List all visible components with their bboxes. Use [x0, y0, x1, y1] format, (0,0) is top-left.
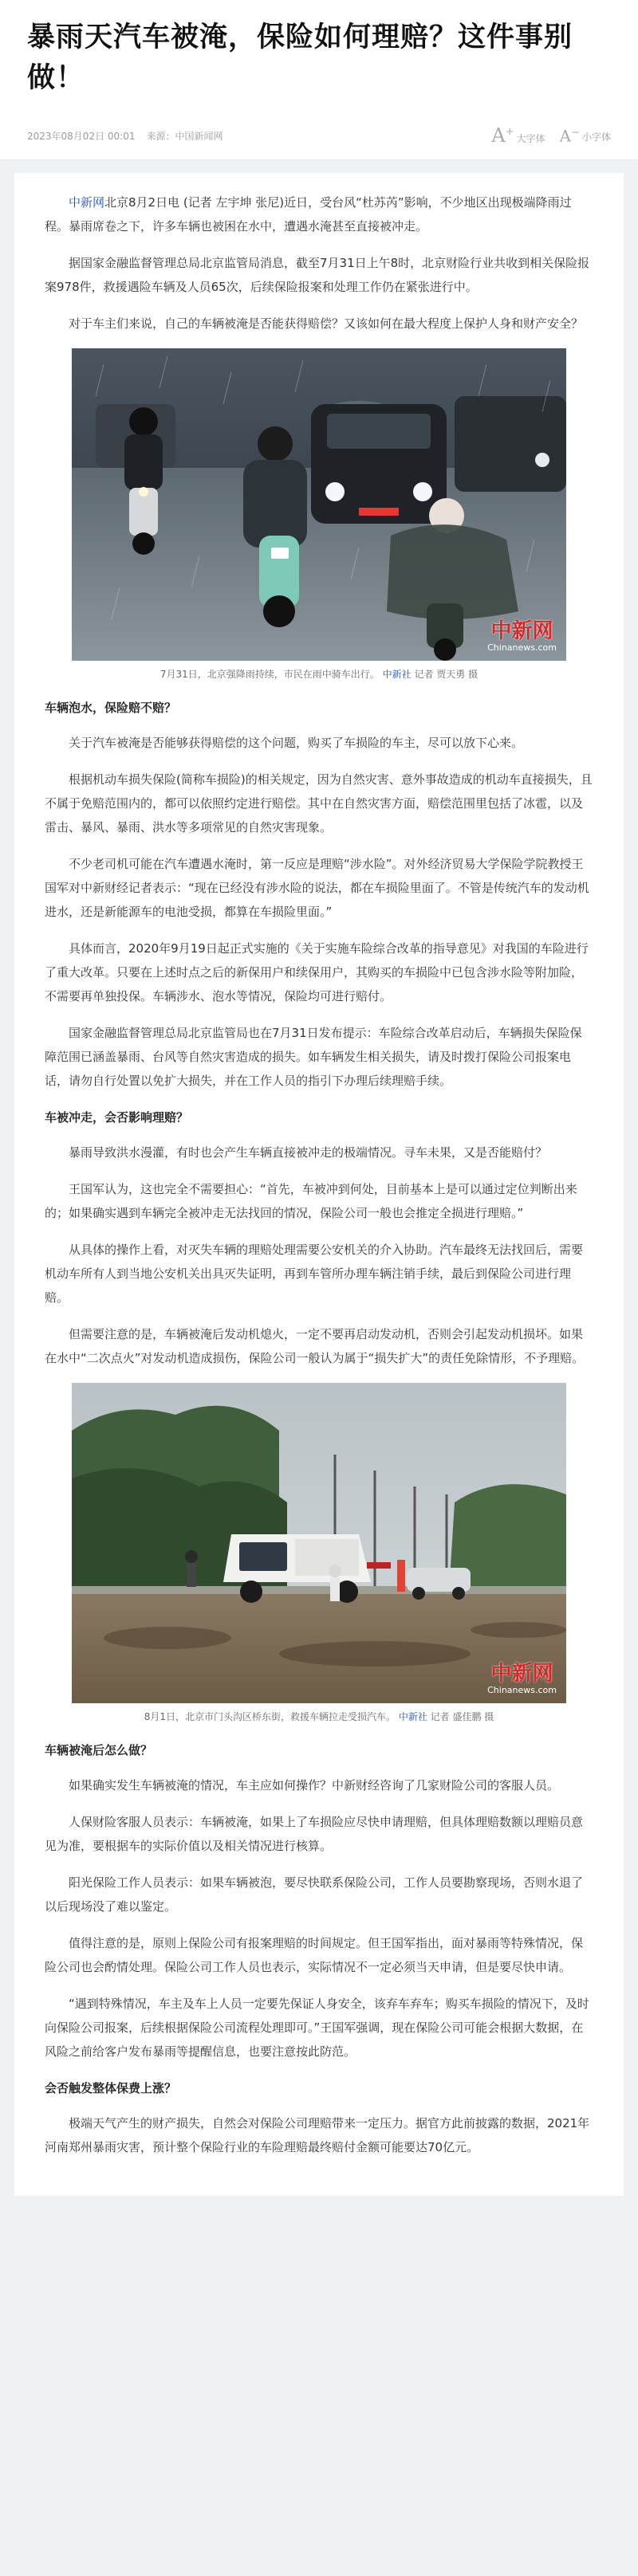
watermark: [487, 1663, 557, 1695]
caption-text: 7月31日，北京强降雨持续，市民在雨中骑车出行。: [160, 669, 380, 680]
font-small-button[interactable]: [560, 128, 611, 144]
paragraph: 从具体的操作上看，对灭失车辆的理赔处理需要公安机关的介入协助。汽车最终无法找回后，需要机动车所有人到当地公安机关出具灭失证明，再到车管所办理车辆注销手续，最后到保险公司进行理赔。: [45, 1243, 584, 1305]
caption-credit: 记者 盛佳鹏 摄: [430, 1711, 494, 1722]
paragraph: 如果确实发生车辆被淹的情况，车主应如何操作？中新财经咨询了几家财险公司的客服人员。: [69, 1778, 560, 1793]
paragraph: 根据机动车损失保险(简称车损险)的相关规定，因为自然灾害、意外事故造成的机动车直接损失，且不属于免赔范围内的，都可以依照约定进行赔偿。其中在自然灾害方面，赔偿范围里包括了冰雹，以及雷击、暴风、暴雨、洪水等多项常见的自然灾害现象。: [45, 772, 593, 834]
paragraph: 关于汽车被淹是否能够获得赔偿的这个问题，购买了车损险的车主，尽可以放下心来。: [69, 736, 524, 750]
watermark-domain: Chinanews.com: [487, 1685, 557, 1695]
font-large-button[interactable]: [491, 126, 545, 145]
photo-rain-riders: [72, 348, 566, 661]
meta-row: [27, 123, 611, 148]
font-large-label: 大字体: [516, 133, 545, 144]
paragraph: 阳光保险工作人员表示：如果车辆被泡，要尽快联系保险公司，工作人员要勘察现场，否则水退了以后现场没了难以鉴定。: [45, 1875, 584, 1914]
caption-credit: 记者 贾天勇 摄: [414, 669, 478, 680]
paragraph: 具体而言，2020年9月19日起正式实施的《关于实施车险综合改革的指导意见》对我国的车险进行了重大改革。只要在上述时点之后的新保用户和续保用户，其购买的车损险中已包含涉水险等附加险，不需要再单独投保。车辆涉水、泡水等情况，保险均可进行赔付。: [45, 941, 589, 1003]
section-heading: 会否触发整体保费上涨？: [45, 2081, 177, 2095]
rain-riders-image: [72, 348, 566, 661]
figure-1: [45, 348, 593, 681]
section-heading: 车辆被淹后怎么做？: [45, 1743, 153, 1757]
watermark-domain: Chinanews.com: [487, 642, 557, 653]
paragraph: 不少老司机可能在汽车遭遇水淹时，第一反应是理赔“涉水险”。对外经济贸易大学保险学院教授王国军对中新财经记者表示：“现在已经没有涉水险的说法，都在车损险里面了。不管是传统汽车的发动机进水，还是新能源车的电池受损，都算在车损险里面。”: [45, 857, 589, 919]
font-size-decrease-icon: A−: [559, 126, 580, 146]
paragraph: 但需要注意的是，车辆被淹后发动机熄火，一定不要再启动发动机，否则会引起发动机损坏。如果在水中“二次点火”对发动机造成损伤，保险公司一般认为属于“损失扩大”的责任免除情形，不予理赔。: [45, 1327, 585, 1365]
lead-text: 北京8月2日电 (记者 左宇坤 张尼)近日，受台风“杜苏芮”影响，不少地区出现极端降雨过程。暴雨席卷之下，许多车辆也被困在水中，遭遇水淹甚至直接被冲走。: [45, 195, 572, 234]
publish-date: 2023年08月02日 00:01: [27, 130, 136, 142]
watermark-logo: 中新网: [490, 619, 553, 643]
article-body: [14, 173, 624, 2196]
section-heading: 车辆泡水，保险赔不赔？: [45, 701, 177, 715]
font-size-controls: [491, 126, 611, 145]
font-small-label: 小字体: [581, 132, 611, 143]
article-header: [0, 0, 638, 160]
section-heading: 车被冲走，会否影响理赔？: [45, 1110, 189, 1125]
paragraph: 极端天气产生的财产损失，自然会对保险公司理赔带来一定压力。据官方此前披露的数据，2021年河南郑州暴雨灾害，预计整个保险行业的车险理赔最终赔付金额可能要达70亿元。: [45, 2116, 590, 2154]
watermark: [487, 620, 557, 653]
figure-caption: [45, 667, 593, 681]
meta-info: [27, 129, 491, 143]
chinanews-link[interactable]: 中新网: [69, 195, 105, 210]
lead-paragraph: [45, 190, 593, 238]
caption-text: 8月1日，北京市门头沟区桥东街，救援车辆拉走受损汽车。: [144, 1711, 396, 1722]
paragraph: 王国军认为，这也完全不需要担心：“首先，车被冲到何处，目前基本上是可以通过定位判断出来的；如果确实遇到车辆完全被冲走无法找回的情况，保险公司一般也会推定全损进行理赔。”: [45, 1182, 577, 1220]
page-title: 暴雨天汽车被淹，保险如何理赔？这件事别做！: [27, 22, 573, 94]
paragraph: 暴雨导致洪水漫灌，有时也会产生车辆直接被冲走的极端情况。寻车未果，又是否能赔付？: [69, 1145, 548, 1160]
photo-flood-street: [72, 1383, 566, 1703]
caption-source: 中新社: [382, 669, 412, 680]
caption-source: 中新社: [398, 1711, 427, 1722]
paragraph: “遇到特殊情况，车主及车上人员一定要先保证人身安全，该弃车弃车；购买车损险的情况下，及时向保险公司报案，后续根据保险公司流程处理即可。”王国军强调，现在保险公司可能会根据大数据，在风险之前给客户发布暴雨等提醒信息，也要注意按此防范。: [45, 1997, 589, 2059]
flood-street-image: [72, 1383, 566, 1703]
paragraph: 对于车主们来说，自己的车辆被淹是否能获得赔偿？又该如何在最大程度上保护人身和财产安全？: [69, 316, 584, 331]
paragraph: 值得注意的是，原则上保险公司有报案理赔的时间规定。但王国军指出，面对暴雨等特殊情况，保险公司也会酌情处理。保险公司工作人员也表示，实际情况不一定必须当天申请，但是要尽快申请。: [45, 1936, 584, 1974]
paragraph: 人保财险客服人员表示：车辆被淹，如果上了车损险应尽快申请理赔，但具体理赔数额以理赔员意见为准，要根据车的实际价值以及相关情况进行核算。: [45, 1815, 584, 1853]
paragraph: 据国家金融监督管理总局北京监管局消息，截至7月31日上午8时，北京财险行业共收到相关保险报案978件，救援遇险车辆及人员65次，后续保险报案和处理工作仍在紧张进行中。: [45, 256, 590, 294]
figure-2: [45, 1383, 593, 1724]
article-source: 来源：中国新闻网: [146, 130, 223, 142]
font-size-increase-icon: A+: [491, 124, 514, 147]
watermark-logo: 中新网: [490, 1662, 553, 1686]
paragraph: 国家金融监督管理总局北京监管局也在7月31日发布提示：车险综合改革启动后，车辆损失保险保障范围已涵盖暴雨、台风等自然灾害造成的损失。如车辆发生相关损失，请及时拨打保险公司报案电话，请勿自行处置以免扩大损失，并在工作人员的指引下办理后续理赔手续。: [45, 1026, 582, 1088]
figure-caption: [45, 1710, 593, 1724]
